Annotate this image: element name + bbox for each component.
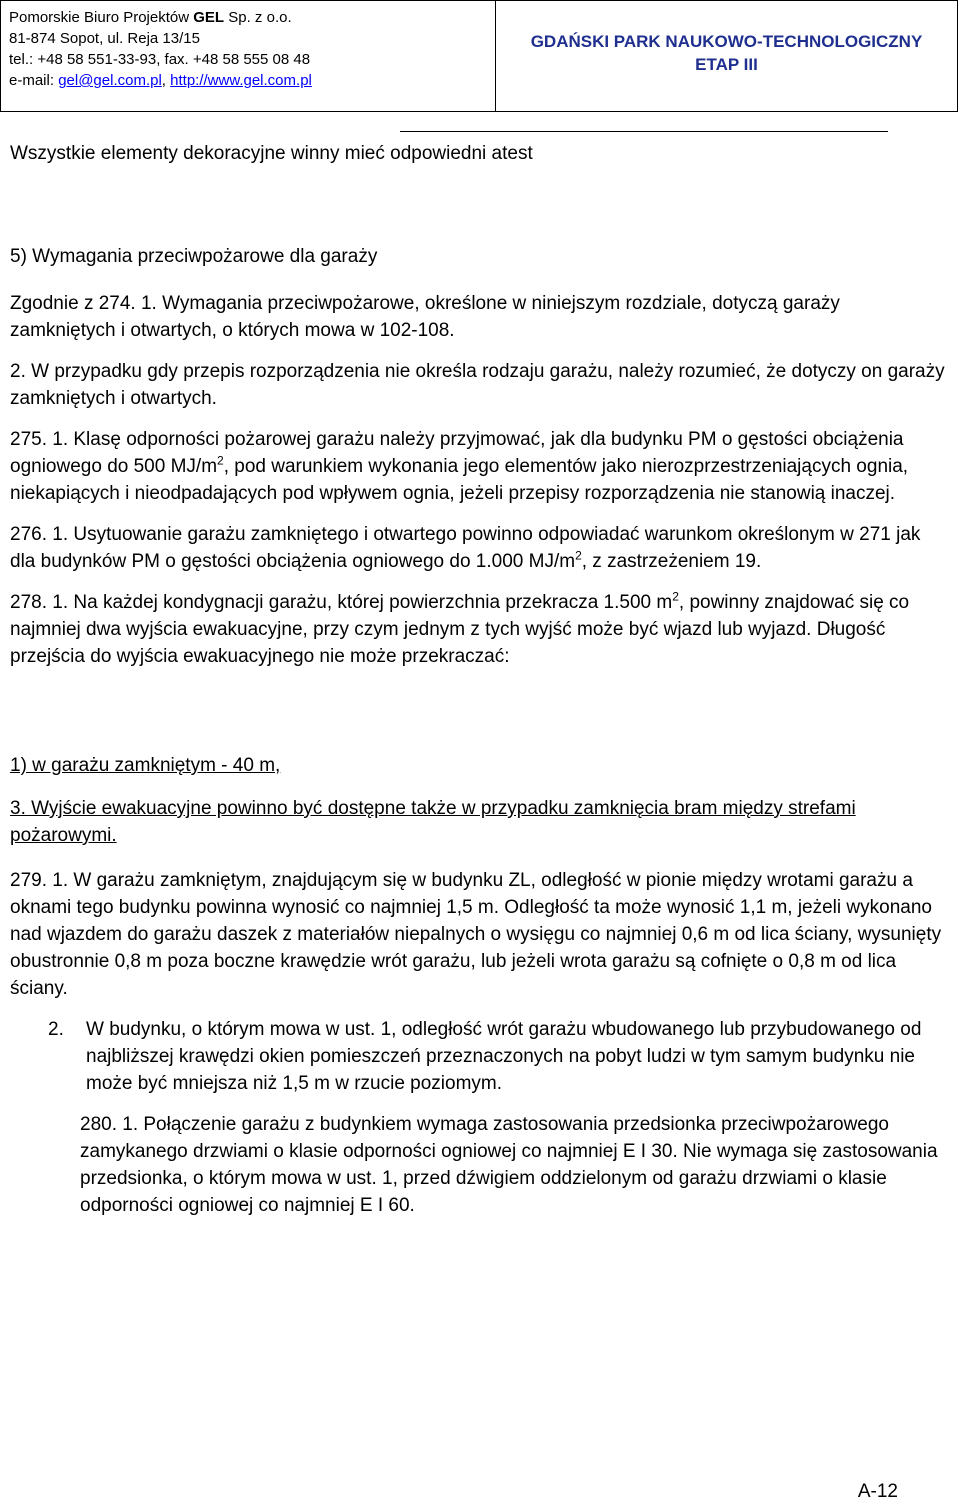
email-link[interactable]: gel@gel.com.pl (58, 72, 162, 89)
paragraph-list-item-1: 1) w garażu zamkniętym - 40 m, (10, 755, 281, 776)
header-rule (400, 131, 888, 132)
paragraph-275-part1: 275. 1. Klasę odporności pożarowej garażu należy przyjmować, jak dla budynku PM o gęstości obciążenia ogniowego do 500 MJ/m (10, 429, 904, 477)
paragraph-276-part2: , z zastrzeżeniem 19. (581, 551, 762, 572)
company-phone: tel.: +48 58 551-33-93, fax. +48 58 555 08 48 (9, 51, 311, 68)
project-title-line2: ETAP III (695, 55, 758, 74)
paragraph-274-2: 2. W przypadku gdy przepis rozporządzenia nie określa rodzaju garażu, należy rozumieć, że dotyczy on garaży zamkniętych i otwartych. (10, 361, 945, 409)
superscript: 2 (575, 548, 582, 563)
separator: , (161, 72, 171, 89)
paragraph-278-3: 3. Wyjście ewakuacyjne powinno być dostępne także w przypadku zamknięcia bram między strefami pożarowymi. (10, 798, 856, 846)
paragraph-279-2 (10, 1016, 950, 1097)
company-name (9, 7, 495, 28)
company-contact (9, 70, 495, 91)
section-heading: 5) Wymagania przeciwpożarowe dla garaży (10, 246, 378, 267)
paragraph-279: 279. 1. W garażu zamkniętym, znajdującym się w budynku ZL, odległość w pionie między wrotami garażu a oknami tego budynku powinna wynosić co najmniej 1,5 m. Odległość ta może wynosić 1,1 m, jeżeli wykonano nad wjazdem do garażu daszek z materiałów niepalnych o wysięgu co najmniej 0,6 m od lica ściany, wysunięty obustronnie 0,8 m poza boczne krawędzie wrót garażu, lub jeżeli wrota garażu są cofnięte o 0,8 m od lica ściany. (10, 870, 942, 999)
paragraph-275-part2: , pod warunkiem wykonania jego elementów jako nierozprzestrzeniających ognia, niekapiących i nieodpadających pod wpływem ognia, jeżeli przepisy rozporządzenia nie stanowią inaczej. (10, 456, 909, 504)
page-number: A-12 (857, 1481, 898, 1502)
paragraph-278-part2: , powinny znajdować się co najmniej dwa wyjścia ewakuacyjne, przy czym jednym z tych wyjść może być wjazd lub wyjazd. Długość przejścia do wyjścia ewakuacyjnego nie może przekraczać: (10, 592, 910, 667)
document-body (10, 140, 950, 1219)
company-name-text: Pomorskie Biuro Projektów (9, 9, 194, 26)
paragraph-279-2-number: 2. (48, 1019, 64, 1040)
paragraph-276-part1: 276. 1. Usytuowanie garażu zamkniętego i otwartego powinno odpowiadać warunkom określonym w 271 jak dla budynków PM o gęstości obciążenia ogniowego do 1.000 MJ/m (10, 524, 921, 572)
website-link[interactable]: http://www.gel.com.pl (170, 72, 312, 89)
project-title (496, 1, 957, 111)
header-table (0, 0, 958, 112)
company-info (1, 1, 496, 111)
company-suffix: Sp. z o.o. (224, 9, 292, 26)
company-brand: GEL (193, 9, 225, 26)
paragraph-280: 280. 1. Połączenie garażu z budynkiem wymaga zastosowania przedsionka przeciwpożarowego zamykanego drzwiami o klasie odporności ogniowej co najmniej E I 30. Nie wymaga się zastosowania przedsionka, o którym mowa w ust. 1, przed dźwigiem oddzielonym od garażu drzwiami o klasie odporności ogniowej co najmniej E I 60. (80, 1114, 938, 1216)
paragraph-274: Zgodnie z 274. 1. Wymagania przeciwpożarowe, określone w niniejszym rozdziale, dotyczą garaży zamkniętych i otwartych, o których mowa w 102-108. (10, 293, 840, 341)
paragraph-278 (10, 589, 950, 670)
email-label: e-mail: (9, 72, 59, 89)
paragraph-276 (10, 521, 950, 575)
paragraph-atest: Wszystkie elementy dekoracyjne winny mieć odpowiedni atest (10, 143, 533, 164)
project-title-line1: GDAŃSKI PARK NAUKOWO-TECHNOLOGICZNY (530, 32, 923, 51)
superscript: 2 (672, 589, 679, 604)
paragraph-275 (10, 426, 950, 507)
paragraph-279-2-text: W budynku, o którym mowa w ust. 1, odległość wrót garażu wbudowanego lub przybudowanego od najbliższej krawędzi okien pomieszczeń przeznaczonych na pobyt ludzi w tym samym budynku nie może być mniejsza niż 1,5 m w rzucie poziomym. (86, 1019, 922, 1094)
superscript: 2 (217, 453, 224, 468)
company-address: 81-874 Sopot, ul. Reja 13/15 (9, 30, 200, 47)
paragraph-278-part1: 278. 1. Na każdej kondygnacji garażu, której powierzchnia przekracza 1.500 m (10, 592, 673, 613)
